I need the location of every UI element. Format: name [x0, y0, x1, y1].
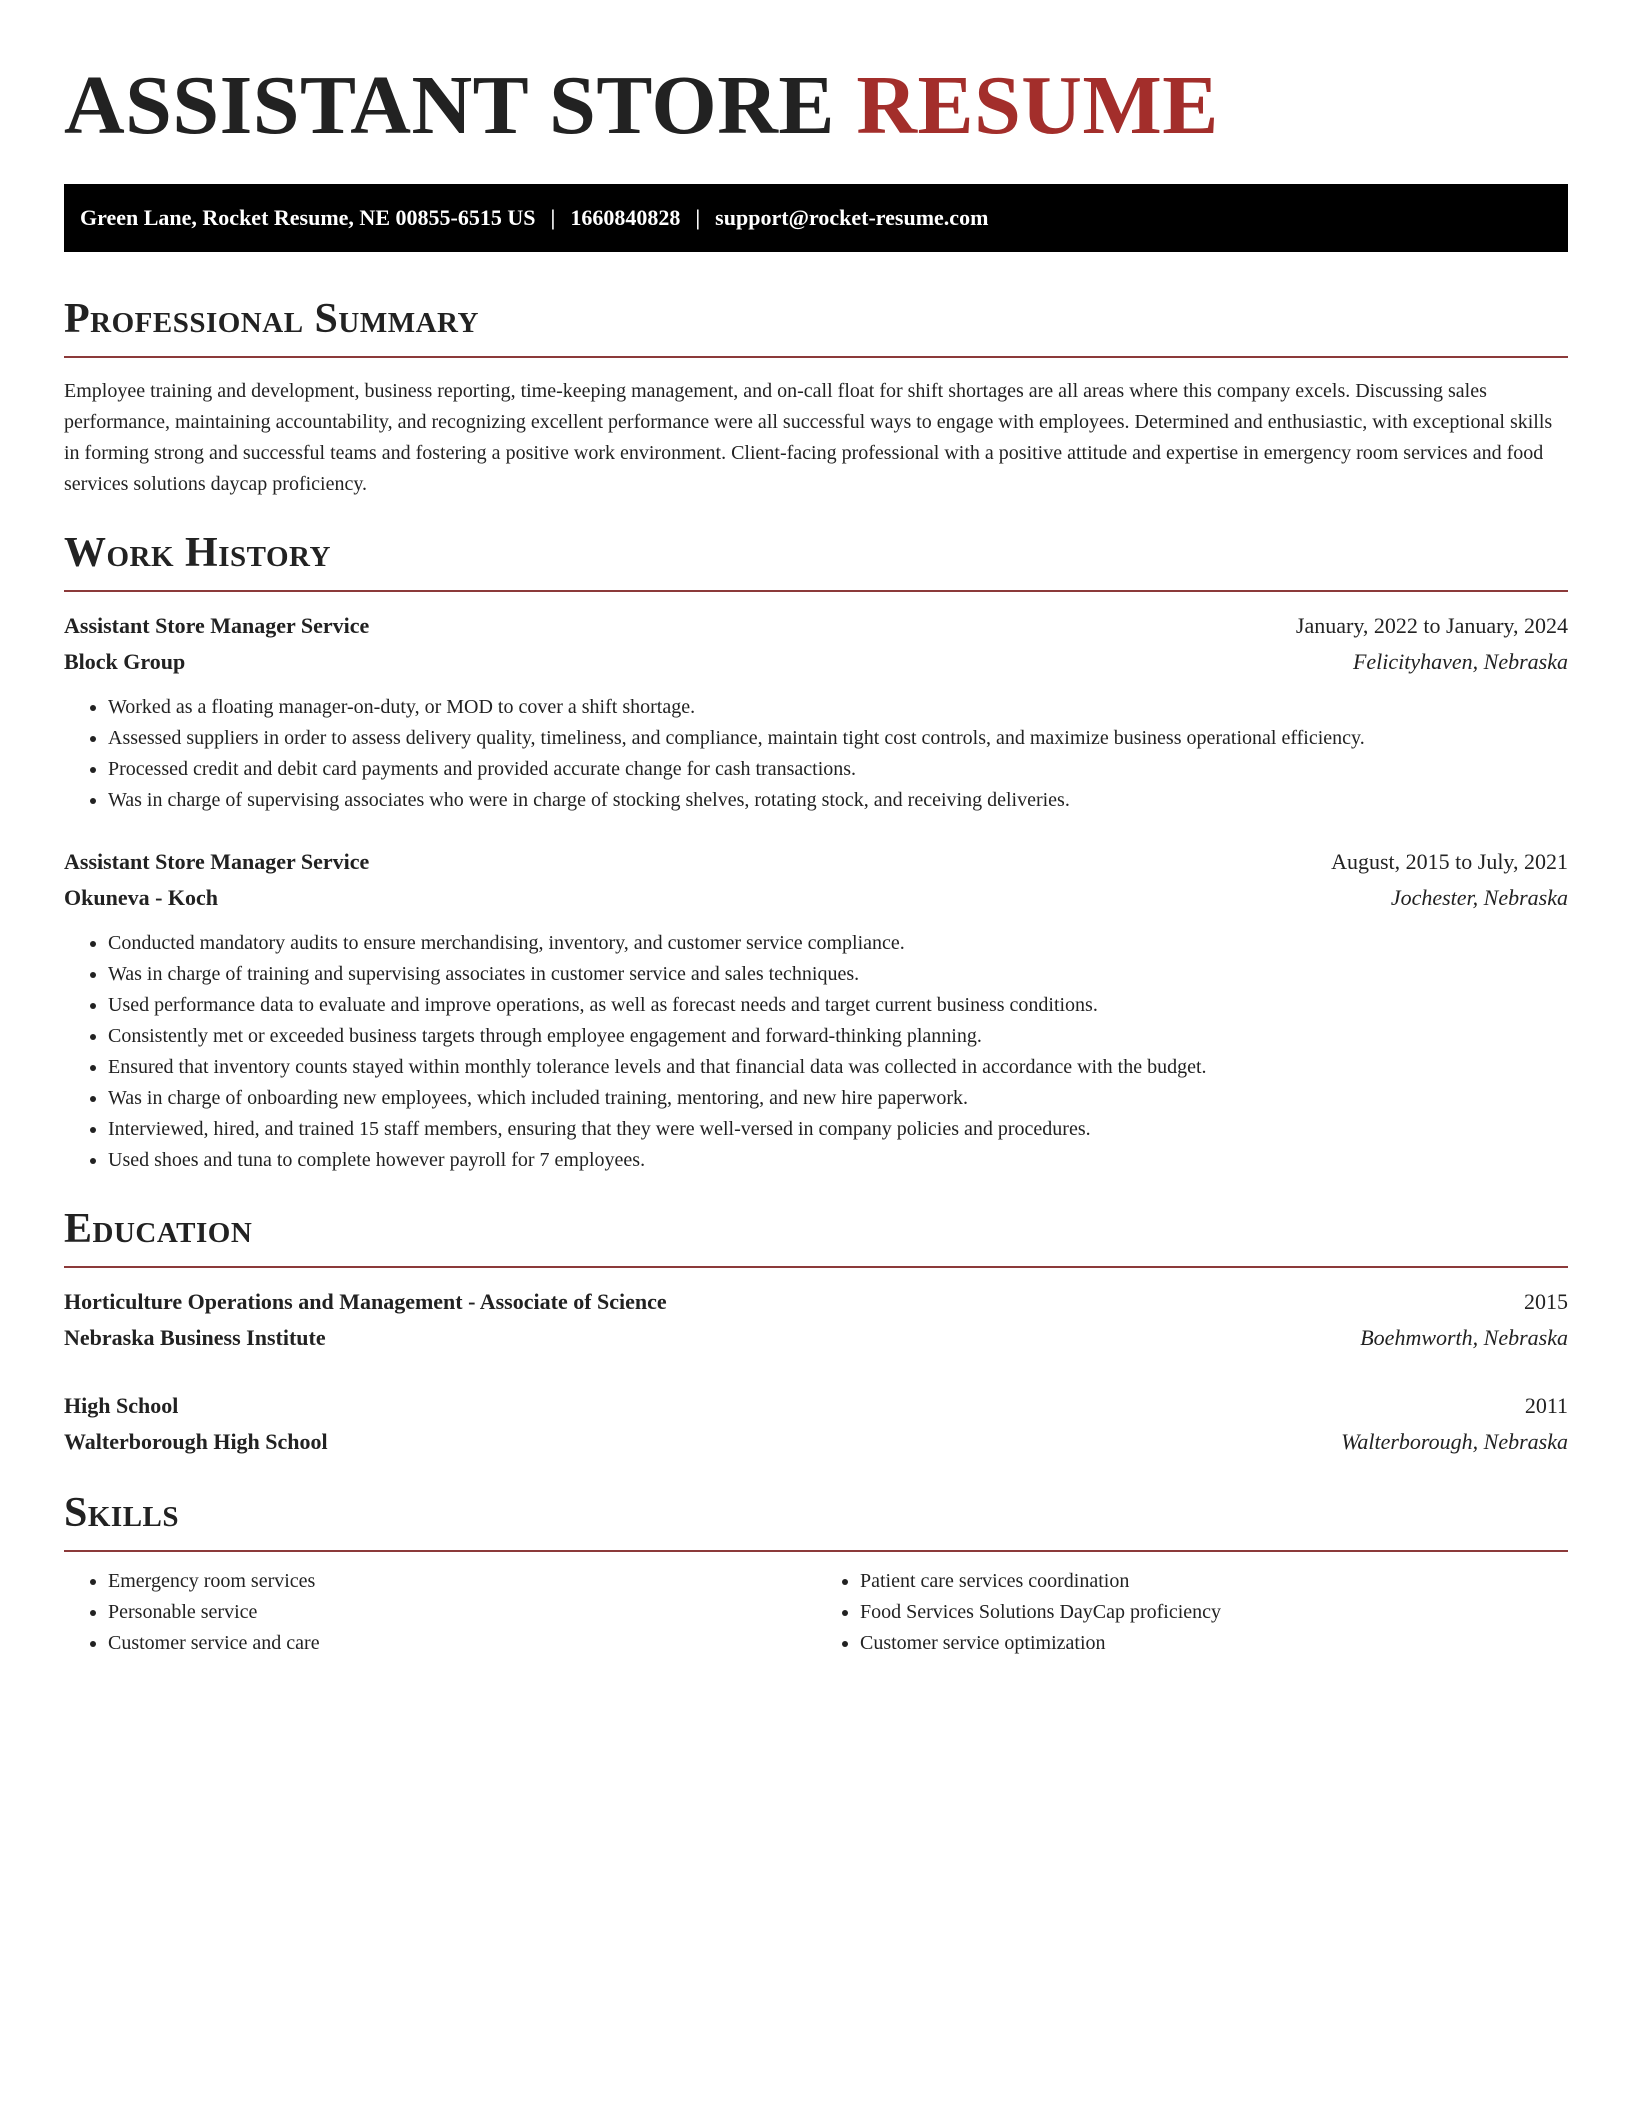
education-school: Walterborough High School [64, 1429, 328, 1454]
section-divider [64, 1266, 1568, 1268]
education-location: Boehmworth, Nebraska [1360, 1325, 1568, 1350]
list-item: • Was in charge of training and supervising associates in customer service and sales techniques. [108, 959, 1568, 990]
skills-section [64, 1492, 1568, 1659]
summary-section [64, 298, 1568, 500]
list-item: • Consistently met or exceeded business targets through employee engagement and forward-thinking planning. [108, 1021, 1568, 1052]
list-item: • Used shoes and tuna to complete however payroll for 7 employees. [108, 1145, 1568, 1176]
list-item: • Worked as a floating manager-on-duty, or MOD to cover a shift shortage. [108, 692, 1568, 723]
job-dates: August, 2015 to July, 2021 [1331, 849, 1568, 874]
education-degree: High School [64, 1393, 179, 1418]
education-entry [64, 1284, 1568, 1356]
section-heading-skills: Skills [64, 1490, 180, 1536]
work-history-section [64, 532, 1568, 1176]
section-heading-education: Education [64, 1206, 253, 1252]
education-school: Nebraska Business Institute [64, 1325, 326, 1350]
list-item: • Food Services Solutions DayCap proficiency [860, 1597, 1568, 1628]
list-item: • Used performance data to evaluate and improve operations, as well as forecast needs and target current business conditions. [108, 990, 1568, 1021]
list-item: • Ensured that inventory counts stayed within monthly tolerance levels and that financial data was collected in accordance with the budget. [108, 1052, 1568, 1083]
section-divider [64, 356, 1568, 358]
skills-list-right [816, 1566, 1568, 1659]
resume-title [64, 59, 1568, 152]
job-company: Block Group [64, 649, 186, 674]
education-year: 2015 [1524, 1289, 1568, 1314]
education-year: 2011 [1524, 1393, 1568, 1418]
job-location: Jochester, Nebraska [1390, 885, 1568, 910]
education-entry [64, 1388, 1568, 1460]
skills-list-left [64, 1566, 816, 1659]
section-divider [64, 590, 1568, 592]
contact-email: support@rocket-resume.com [715, 205, 989, 230]
job-company: Okuneva - Koch [64, 885, 219, 910]
title-main: ASSISTANT STORE [64, 59, 835, 152]
section-heading-summary: Professional Summary [64, 296, 479, 342]
list-item: • Customer service and care [108, 1628, 816, 1659]
list-item: • Customer service optimization [860, 1628, 1568, 1659]
job-title: Assistant Store Manager Service [64, 613, 370, 638]
education-location: Walterborough, Nebraska [1341, 1429, 1568, 1454]
job-entry [64, 608, 1568, 816]
contact-separator: | [550, 205, 556, 230]
job-location: Felicityhaven, Nebraska [1352, 649, 1568, 674]
education-degree: Horticulture Operations and Management - Associate of Science [64, 1289, 667, 1314]
job-bullets [64, 692, 1568, 816]
contact-phone: 1660840828 [570, 205, 681, 230]
list-item: • Processed credit and debit card payments and provided accurate change for cash transactions. [108, 754, 1568, 785]
list-item: • Assessed suppliers in order to assess delivery quality, timeliness, and compliance, maintain tight cost controls, and maximize business operational efficiency. [108, 723, 1568, 754]
section-heading-work: Work History [64, 530, 331, 576]
section-divider [64, 1550, 1568, 1552]
contact-bar [64, 184, 1568, 252]
summary-text: Employee training and development, business reporting, time-keeping management, and on-call float for shift shortages are all areas where this company excels. Discussing sales performance, maintaining accountability, and recognizing excellent performance were all successful ways to engage with employees. Determined and enthusiastic, with exceptional skills in forming strong and successful teams and fostering a positive work environment. Client-facing professional with a positive attitude and expertise in emergency room services and food services solutions daycap proficiency. [64, 380, 1553, 495]
job-bullets [64, 928, 1568, 1176]
list-item: • Conducted mandatory audits to ensure merchandising, inventory, and customer service compliance. [108, 928, 1568, 959]
list-item: • Was in charge of onboarding new employees, which included training, mentoring, and new hire paperwork. [108, 1083, 1568, 1114]
job-title: Assistant Store Manager Service [64, 849, 370, 874]
list-item: • Patient care services coordination [860, 1566, 1568, 1597]
job-dates: January, 2022 to January, 2024 [1295, 613, 1568, 638]
job-entry [64, 844, 1568, 1176]
list-item: • Interviewed, hired, and trained 15 staff members, ensuring that they were well-versed in company policies and procedures. [108, 1114, 1568, 1145]
skills-columns [64, 1566, 1568, 1659]
list-item: • Emergency room services [108, 1566, 816, 1597]
education-section [64, 1208, 1568, 1460]
list-item: • Was in charge of supervising associates who were in charge of stocking shelves, rotating stock, and receiving deliveries. [108, 785, 1568, 816]
list-item: • Personable service [108, 1597, 816, 1628]
contact-separator: | [695, 205, 701, 230]
contact-address: Green Lane, Rocket Resume, NE 00855-6515 US [80, 205, 536, 230]
title-accent: RESUME [856, 59, 1219, 152]
